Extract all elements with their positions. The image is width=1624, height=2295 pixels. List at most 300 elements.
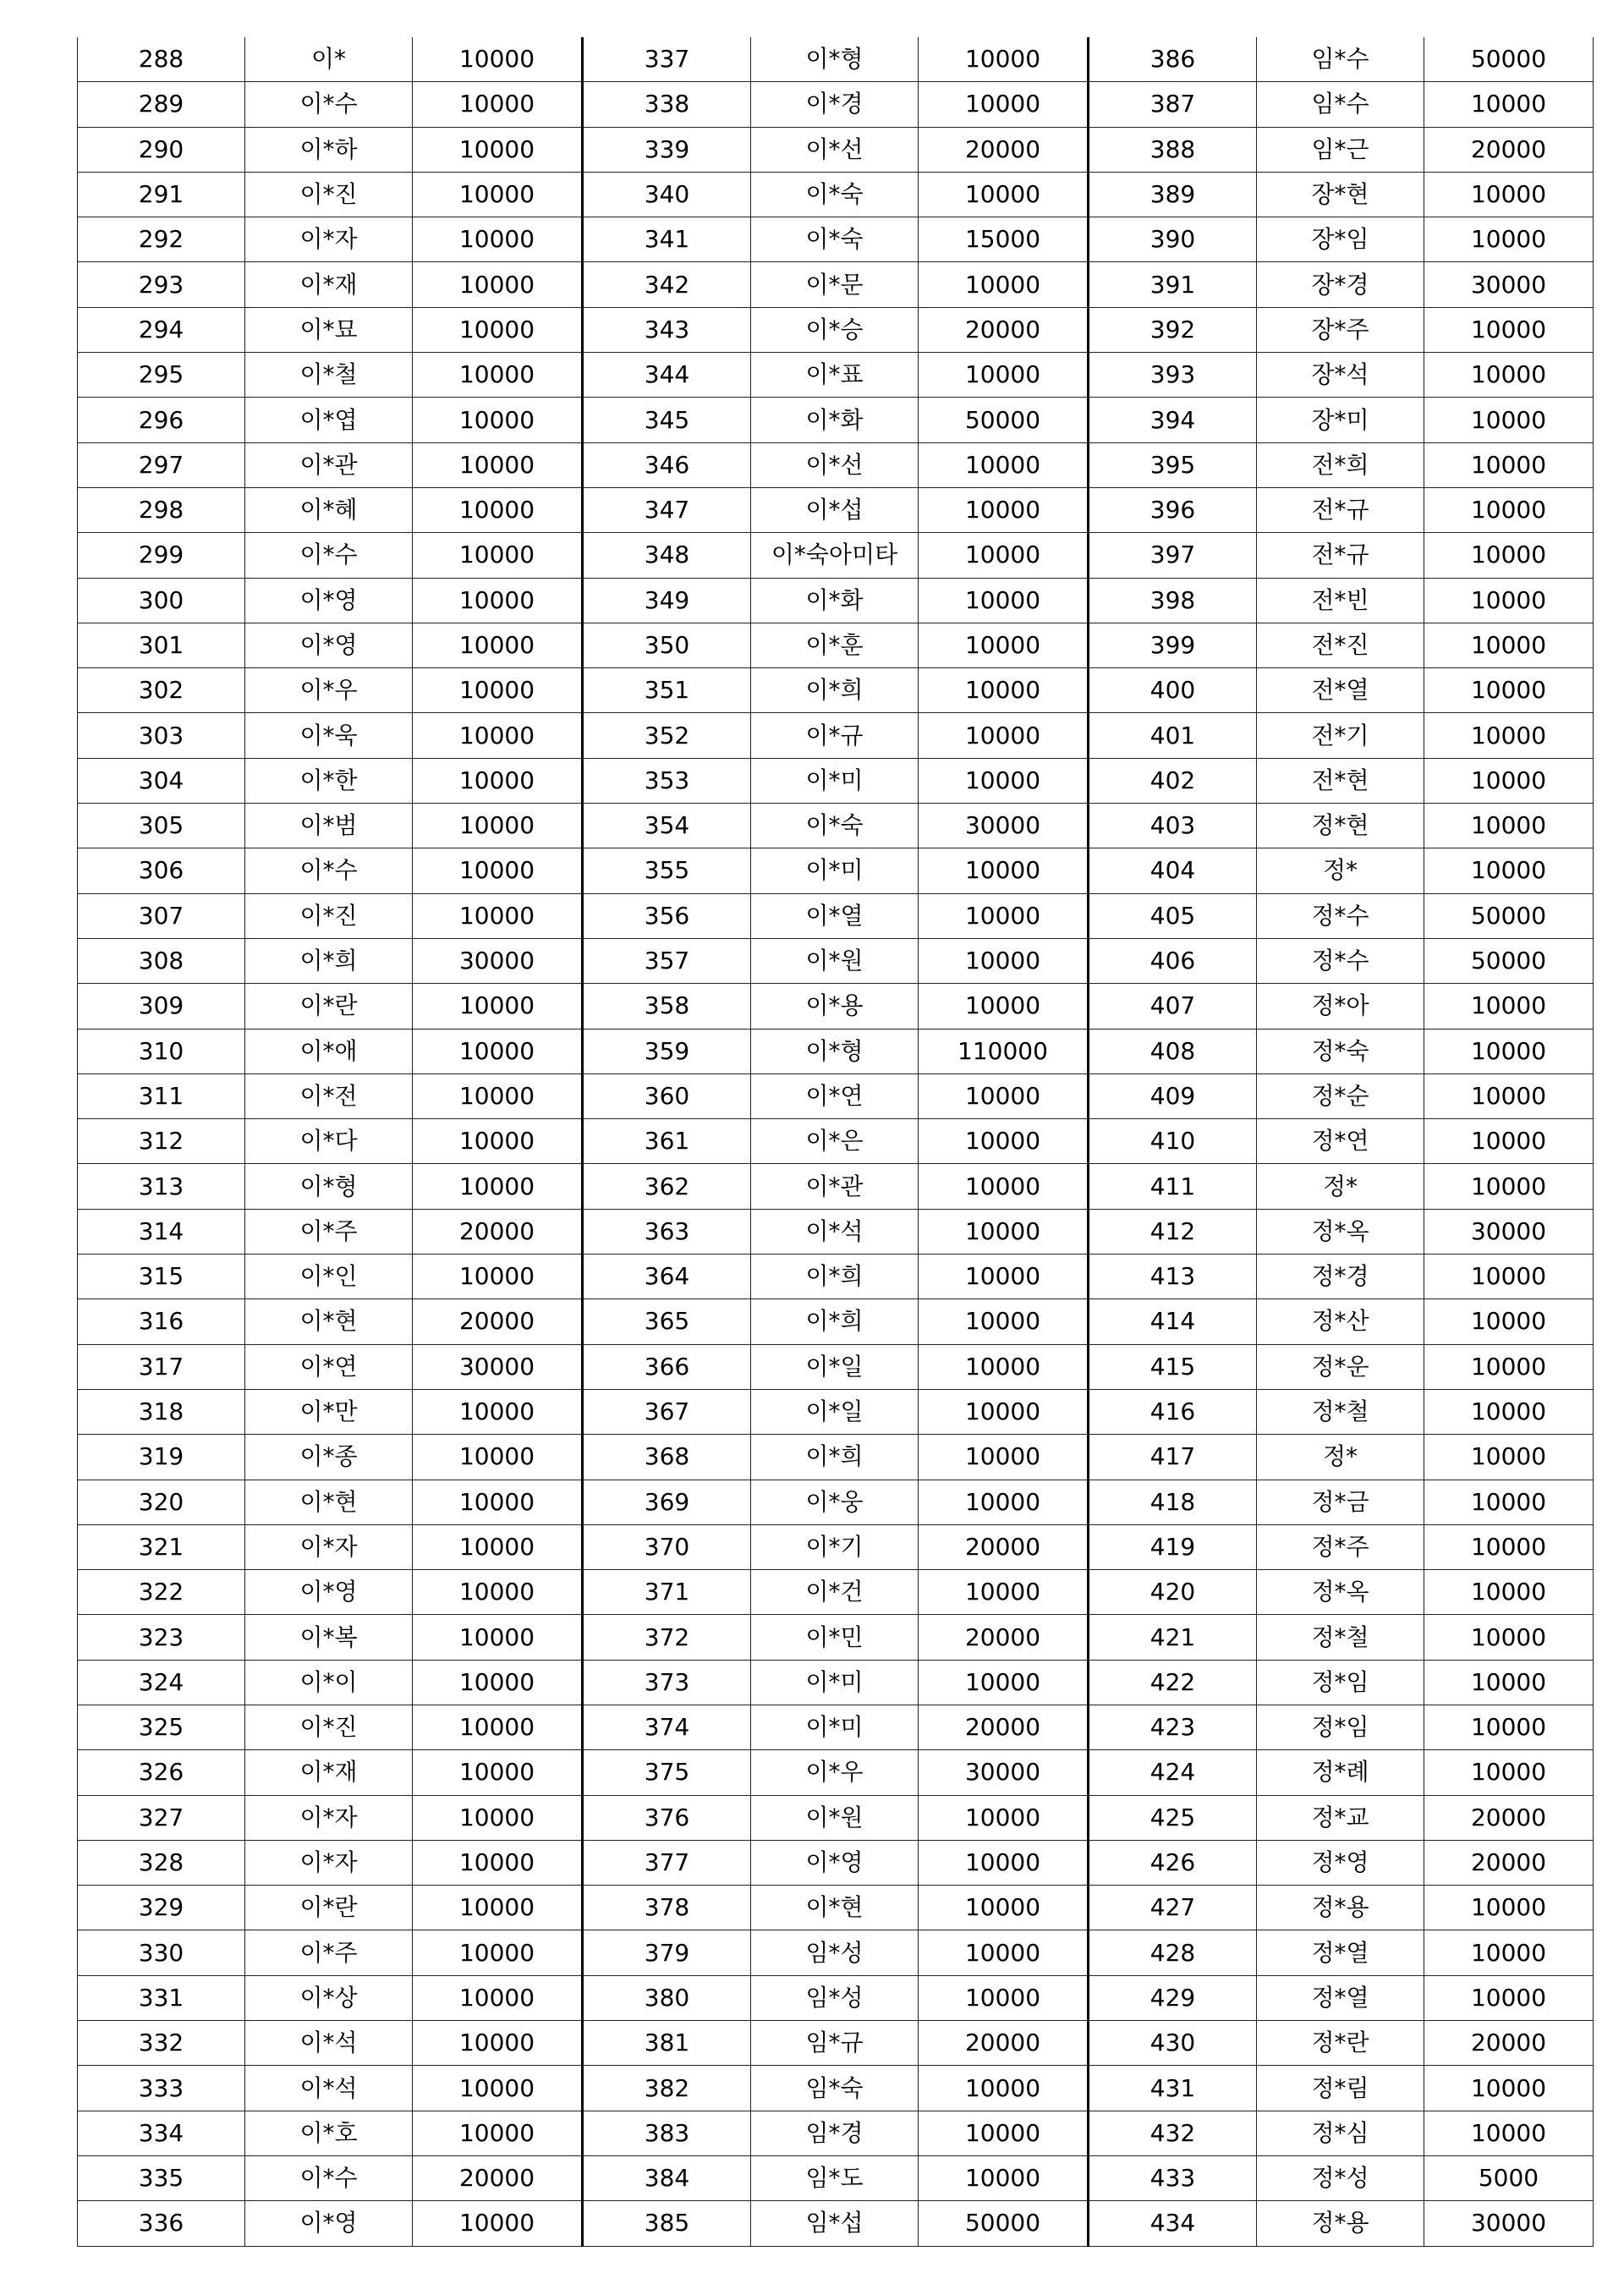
number-cell: 400: [1089, 668, 1257, 713]
table-row: [78, 1029, 1594, 1073]
name-cell: 이*미: [751, 1660, 919, 1705]
amount-cell: 10000: [413, 1795, 583, 1840]
table-row: [78, 172, 1594, 217]
name-cell: 이*숙아미타: [751, 533, 919, 578]
amount-cell: 10000: [413, 2021, 583, 2066]
name-cell: 이*희: [751, 1255, 919, 1299]
name-cell: 이*영: [245, 2201, 413, 2246]
table-row: [78, 127, 1594, 172]
name-cell: 이*일: [751, 1344, 919, 1389]
amount-cell: 10000: [919, 984, 1089, 1029]
amount-cell: 10000: [919, 82, 1089, 127]
number-cell: 370: [583, 1524, 751, 1569]
name-cell: 장*주: [1257, 307, 1424, 352]
name-cell: 전*규: [1257, 533, 1424, 578]
name-cell: 이*미: [751, 848, 919, 893]
name-cell: 이*철: [245, 353, 413, 398]
name-cell: 이*용: [751, 984, 919, 1029]
amount-cell: 15000: [919, 217, 1089, 262]
amount-cell: 10000: [1424, 1299, 1594, 1344]
number-cell: 331: [78, 1975, 245, 2020]
amount-cell: 10000: [413, 2201, 583, 2246]
table-row: [78, 2155, 1594, 2200]
number-cell: 309: [78, 984, 245, 1029]
name-cell: 이*재: [245, 1750, 413, 1795]
number-cell: 327: [78, 1795, 245, 1840]
number-cell: 365: [583, 1299, 751, 1344]
amount-cell: 10000: [919, 1389, 1089, 1434]
amount-cell: 10000: [413, 1480, 583, 1524]
amount-cell: 20000: [413, 1299, 583, 1344]
number-cell: 421: [1089, 1615, 1257, 1660]
name-cell: 정*수: [1257, 938, 1424, 983]
amount-cell: 10000: [1424, 1073, 1594, 1118]
name-cell: 정*림: [1257, 2066, 1424, 2111]
name-cell: 이*관: [245, 442, 413, 487]
number-cell: 391: [1089, 262, 1257, 307]
number-cell: 291: [78, 172, 245, 217]
amount-cell: 20000: [919, 1524, 1089, 1569]
donor-table: [77, 37, 1594, 2247]
amount-cell: 10000: [1424, 2066, 1594, 2111]
amount-cell: 10000: [919, 1795, 1089, 1840]
number-cell: 345: [583, 398, 751, 442]
amount-cell: 20000: [413, 2155, 583, 2200]
name-cell: 정*용: [1257, 2201, 1424, 2246]
table-row: [78, 37, 1594, 82]
amount-cell: 10000: [1424, 758, 1594, 803]
amount-cell: 10000: [413, 1840, 583, 1885]
amount-cell: 10000: [919, 533, 1089, 578]
amount-cell: 10000: [413, 307, 583, 352]
amount-cell: 10000: [1424, 307, 1594, 352]
number-cell: 431: [1089, 2066, 1257, 2111]
number-cell: 352: [583, 713, 751, 758]
amount-cell: 10000: [413, 893, 583, 938]
table-row: [78, 307, 1594, 352]
amount-cell: 5000: [1424, 2155, 1594, 2200]
number-cell: 358: [583, 984, 751, 1029]
number-cell: 346: [583, 442, 751, 487]
name-cell: 이*형: [245, 1164, 413, 1209]
number-cell: 407: [1089, 984, 1257, 1029]
number-cell: 307: [78, 893, 245, 938]
amount-cell: 10000: [919, 2066, 1089, 2111]
amount-cell: 10000: [1424, 984, 1594, 1029]
amount-cell: 10000: [413, 623, 583, 667]
amount-cell: 20000: [919, 1615, 1089, 1660]
name-cell: 이*선: [751, 127, 919, 172]
name-cell: 정*연: [1257, 1119, 1424, 1164]
number-cell: 368: [583, 1435, 751, 1480]
amount-cell: 10000: [919, 848, 1089, 893]
name-cell: 전*빈: [1257, 578, 1424, 623]
name-cell: 이*수: [245, 848, 413, 893]
amount-cell: 10000: [413, 848, 583, 893]
name-cell: 이*숙: [751, 804, 919, 848]
name-cell: 임*성: [751, 1930, 919, 1975]
amount-cell: 10000: [919, 442, 1089, 487]
table-row: [78, 1209, 1594, 1254]
amount-cell: 10000: [1424, 1255, 1594, 1299]
number-cell: 343: [583, 307, 751, 352]
table-row: [78, 262, 1594, 307]
amount-cell: 30000: [919, 1750, 1089, 1795]
amount-cell: 10000: [1424, 1615, 1594, 1660]
amount-cell: 10000: [919, 1840, 1089, 1885]
number-cell: 401: [1089, 713, 1257, 758]
number-cell: 302: [78, 668, 245, 713]
amount-cell: 10000: [413, 127, 583, 172]
amount-cell: 10000: [413, 262, 583, 307]
number-cell: 351: [583, 668, 751, 713]
name-cell: 이*호: [245, 2111, 413, 2155]
name-cell: 이*수: [245, 533, 413, 578]
name-cell: 이*화: [751, 578, 919, 623]
name-cell: 이*만: [245, 1389, 413, 1434]
number-cell: 359: [583, 1029, 751, 1073]
table-row: [78, 1930, 1594, 1975]
amount-cell: 10000: [1424, 848, 1594, 893]
amount-cell: 30000: [413, 938, 583, 983]
amount-cell: 20000: [919, 1705, 1089, 1749]
name-cell: 이*원: [751, 1795, 919, 1840]
name-cell: 이*진: [245, 893, 413, 938]
name-cell: 정*경: [1257, 1255, 1424, 1299]
amount-cell: 20000: [1424, 2021, 1594, 2066]
number-cell: 372: [583, 1615, 751, 1660]
name-cell: 이*현: [245, 1480, 413, 1524]
number-cell: 312: [78, 1119, 245, 1164]
amount-cell: 10000: [919, 578, 1089, 623]
name-cell: 임*성: [751, 1975, 919, 2020]
name-cell: 이*수: [245, 2155, 413, 2200]
number-cell: 349: [583, 578, 751, 623]
amount-cell: 10000: [919, 1209, 1089, 1254]
number-cell: 340: [583, 172, 751, 217]
name-cell: 정*수: [1257, 893, 1424, 938]
amount-cell: 10000: [413, 1705, 583, 1749]
name-cell: 정*옥: [1257, 1570, 1424, 1615]
amount-cell: 30000: [919, 804, 1089, 848]
number-cell: 362: [583, 1164, 751, 1209]
amount-cell: 50000: [1424, 938, 1594, 983]
amount-cell: 50000: [919, 398, 1089, 442]
name-cell: 이*원: [751, 938, 919, 983]
name-cell: 임*숙: [751, 2066, 919, 2111]
name-cell: 이*은: [751, 1119, 919, 1164]
number-cell: 364: [583, 1255, 751, 1299]
amount-cell: 10000: [413, 442, 583, 487]
amount-cell: 10000: [413, 1435, 583, 1480]
amount-cell: 10000: [413, 217, 583, 262]
number-cell: 424: [1089, 1750, 1257, 1795]
number-cell: 414: [1089, 1299, 1257, 1344]
name-cell: 이*희: [751, 1299, 919, 1344]
number-cell: 321: [78, 1524, 245, 1569]
amount-cell: 10000: [413, 1073, 583, 1118]
number-cell: 419: [1089, 1524, 1257, 1569]
amount-cell: 10000: [413, 984, 583, 1029]
name-cell: 이*문: [751, 262, 919, 307]
amount-cell: 10000: [919, 172, 1089, 217]
table-row: [78, 623, 1594, 667]
amount-cell: 10000: [413, 1524, 583, 1569]
amount-cell: 10000: [919, 758, 1089, 803]
name-cell: 정*산: [1257, 1299, 1424, 1344]
name-cell: 정*철: [1257, 1389, 1424, 1434]
number-cell: 334: [78, 2111, 245, 2155]
name-cell: 이*숙: [751, 217, 919, 262]
amount-cell: 10000: [919, 1119, 1089, 1164]
name-cell: 이*이: [245, 1660, 413, 1705]
number-cell: 430: [1089, 2021, 1257, 2066]
amount-cell: 10000: [919, 487, 1089, 532]
name-cell: 이*한: [245, 758, 413, 803]
amount-cell: 10000: [413, 82, 583, 127]
number-cell: 371: [583, 1570, 751, 1615]
number-cell: 386: [1089, 37, 1257, 82]
amount-cell: 10000: [413, 487, 583, 532]
amount-cell: 10000: [413, 398, 583, 442]
number-cell: 394: [1089, 398, 1257, 442]
amount-cell: 110000: [919, 1029, 1089, 1073]
number-cell: 381: [583, 2021, 751, 2066]
number-cell: 417: [1089, 1435, 1257, 1480]
number-cell: 347: [583, 487, 751, 532]
name-cell: 이*훈: [751, 623, 919, 667]
number-cell: 300: [78, 578, 245, 623]
amount-cell: 10000: [1424, 442, 1594, 487]
number-cell: 376: [583, 1795, 751, 1840]
amount-cell: 10000: [919, 713, 1089, 758]
number-cell: 319: [78, 1435, 245, 1480]
amount-cell: 30000: [1424, 262, 1594, 307]
amount-cell: 20000: [413, 1209, 583, 1254]
number-cell: 316: [78, 1299, 245, 1344]
amount-cell: 10000: [413, 172, 583, 217]
name-cell: 이*자: [245, 1524, 413, 1569]
amount-cell: 10000: [1424, 1119, 1594, 1164]
number-cell: 332: [78, 2021, 245, 2066]
amount-cell: 10000: [1424, 217, 1594, 262]
amount-cell: 10000: [413, 1029, 583, 1073]
name-cell: 이*희: [751, 668, 919, 713]
name-cell: 이*영: [245, 578, 413, 623]
number-cell: 335: [78, 2155, 245, 2200]
name-cell: 임*수: [1257, 37, 1424, 82]
amount-cell: 10000: [413, 1570, 583, 1615]
number-cell: 426: [1089, 1840, 1257, 1885]
amount-cell: 10000: [413, 37, 583, 82]
table-row: [78, 533, 1594, 578]
name-cell: 이*민: [751, 1615, 919, 1660]
name-cell: 이*범: [245, 804, 413, 848]
amount-cell: 10000: [1424, 2111, 1594, 2155]
number-cell: 405: [1089, 893, 1257, 938]
name-cell: 이*선: [751, 442, 919, 487]
amount-cell: 10000: [1424, 1344, 1594, 1389]
number-cell: 361: [583, 1119, 751, 1164]
number-cell: 374: [583, 1705, 751, 1749]
amount-cell: 10000: [413, 578, 583, 623]
number-cell: 337: [583, 37, 751, 82]
amount-cell: 10000: [1424, 804, 1594, 848]
amount-cell: 10000: [413, 1119, 583, 1164]
amount-cell: 10000: [1424, 1164, 1594, 1209]
number-cell: 404: [1089, 848, 1257, 893]
amount-cell: 10000: [413, 353, 583, 398]
name-cell: 이*숙: [751, 172, 919, 217]
name-cell: 이*진: [245, 1705, 413, 1749]
name-cell: 이*석: [751, 1209, 919, 1254]
amount-cell: 10000: [413, 1389, 583, 1434]
name-cell: 정*심: [1257, 2111, 1424, 2155]
table-row: [78, 2111, 1594, 2155]
amount-cell: 20000: [919, 127, 1089, 172]
table-row: [78, 1435, 1594, 1480]
name-cell: 정*영: [1257, 1840, 1424, 1885]
number-cell: 306: [78, 848, 245, 893]
table-row: [78, 2066, 1594, 2111]
amount-cell: 30000: [1424, 2201, 1594, 2246]
amount-cell: 10000: [1424, 1660, 1594, 1705]
amount-cell: 10000: [1424, 623, 1594, 667]
number-cell: 344: [583, 353, 751, 398]
name-cell: 정*란: [1257, 2021, 1424, 2066]
name-cell: 이*묘: [245, 307, 413, 352]
name-cell: 이*: [245, 37, 413, 82]
amount-cell: 50000: [919, 2201, 1089, 2246]
name-cell: 장*현: [1257, 172, 1424, 217]
number-cell: 434: [1089, 2201, 1257, 2246]
amount-cell: 10000: [919, 893, 1089, 938]
table-row: [78, 1119, 1594, 1164]
table-row: [78, 984, 1594, 1029]
amount-cell: 20000: [1424, 1840, 1594, 1885]
number-cell: 303: [78, 713, 245, 758]
number-cell: 298: [78, 487, 245, 532]
amount-cell: 10000: [919, 2155, 1089, 2200]
amount-cell: 10000: [1424, 1389, 1594, 1434]
amount-cell: 10000: [919, 353, 1089, 398]
amount-cell: 10000: [919, 938, 1089, 983]
number-cell: 427: [1089, 1886, 1257, 1930]
amount-cell: 10000: [919, 1299, 1089, 1344]
amount-cell: 10000: [919, 668, 1089, 713]
amount-cell: 10000: [919, 1930, 1089, 1975]
table-row: [78, 2021, 1594, 2066]
name-cell: 이*진: [245, 172, 413, 217]
number-cell: 406: [1089, 938, 1257, 983]
name-cell: 정*: [1257, 1164, 1424, 1209]
number-cell: 367: [583, 1389, 751, 1434]
number-cell: 409: [1089, 1073, 1257, 1118]
name-cell: 이*현: [751, 1886, 919, 1930]
table-row: [78, 668, 1594, 713]
name-cell: 정*철: [1257, 1615, 1424, 1660]
name-cell: 이*표: [751, 353, 919, 398]
name-cell: 이*수: [245, 82, 413, 127]
number-cell: 377: [583, 1840, 751, 1885]
number-cell: 297: [78, 442, 245, 487]
number-cell: 348: [583, 533, 751, 578]
table-row: [78, 1344, 1594, 1389]
table-row: [78, 353, 1594, 398]
name-cell: 장*미: [1257, 398, 1424, 442]
amount-cell: 10000: [1424, 1524, 1594, 1569]
number-cell: 350: [583, 623, 751, 667]
name-cell: 정*임: [1257, 1660, 1424, 1705]
table-row: [78, 1255, 1594, 1299]
name-cell: 이*다: [245, 1119, 413, 1164]
table-row: [78, 398, 1594, 442]
amount-cell: 10000: [1424, 1570, 1594, 1615]
number-cell: 363: [583, 1209, 751, 1254]
amount-cell: 10000: [919, 1975, 1089, 2020]
name-cell: 이*미: [751, 1705, 919, 1749]
name-cell: 이*승: [751, 307, 919, 352]
number-cell: 293: [78, 262, 245, 307]
number-cell: 357: [583, 938, 751, 983]
name-cell: 이*영: [751, 1840, 919, 1885]
number-cell: 305: [78, 804, 245, 848]
amount-cell: 10000: [1424, 172, 1594, 217]
number-cell: 378: [583, 1886, 751, 1930]
amount-cell: 10000: [1424, 1480, 1594, 1524]
number-cell: 292: [78, 217, 245, 262]
amount-cell: 10000: [413, 668, 583, 713]
number-cell: 418: [1089, 1480, 1257, 1524]
name-cell: 정*주: [1257, 1524, 1424, 1569]
amount-cell: 10000: [413, 1750, 583, 1795]
table-row: [78, 1750, 1594, 1795]
table-row: [78, 82, 1594, 127]
name-cell: 이*란: [245, 984, 413, 1029]
name-cell: 이*기: [751, 1524, 919, 1569]
amount-cell: 10000: [1424, 353, 1594, 398]
number-cell: 314: [78, 1209, 245, 1254]
table-row: [78, 1570, 1594, 1615]
number-cell: 310: [78, 1029, 245, 1073]
number-cell: 330: [78, 1930, 245, 1975]
table-row: [78, 487, 1594, 532]
table-row: [78, 217, 1594, 262]
amount-cell: 10000: [1424, 713, 1594, 758]
name-cell: 이*엽: [245, 398, 413, 442]
name-cell: 이*희: [245, 938, 413, 983]
name-cell: 이*우: [245, 668, 413, 713]
amount-cell: 30000: [1424, 1209, 1594, 1254]
amount-cell: 20000: [1424, 1795, 1594, 1840]
amount-cell: 10000: [919, 1255, 1089, 1299]
number-cell: 326: [78, 1750, 245, 1795]
number-cell: 299: [78, 533, 245, 578]
name-cell: 이*주: [245, 1209, 413, 1254]
number-cell: 317: [78, 1344, 245, 1389]
number-cell: 369: [583, 1480, 751, 1524]
name-cell: 이*미: [751, 758, 919, 803]
name-cell: 이*인: [245, 1255, 413, 1299]
amount-cell: 10000: [413, 1615, 583, 1660]
number-cell: 390: [1089, 217, 1257, 262]
name-cell: 전*희: [1257, 442, 1424, 487]
table-row: [78, 804, 1594, 848]
name-cell: 이*애: [245, 1029, 413, 1073]
table-row: [78, 893, 1594, 938]
number-cell: 432: [1089, 2111, 1257, 2155]
table-row: [78, 2201, 1594, 2246]
